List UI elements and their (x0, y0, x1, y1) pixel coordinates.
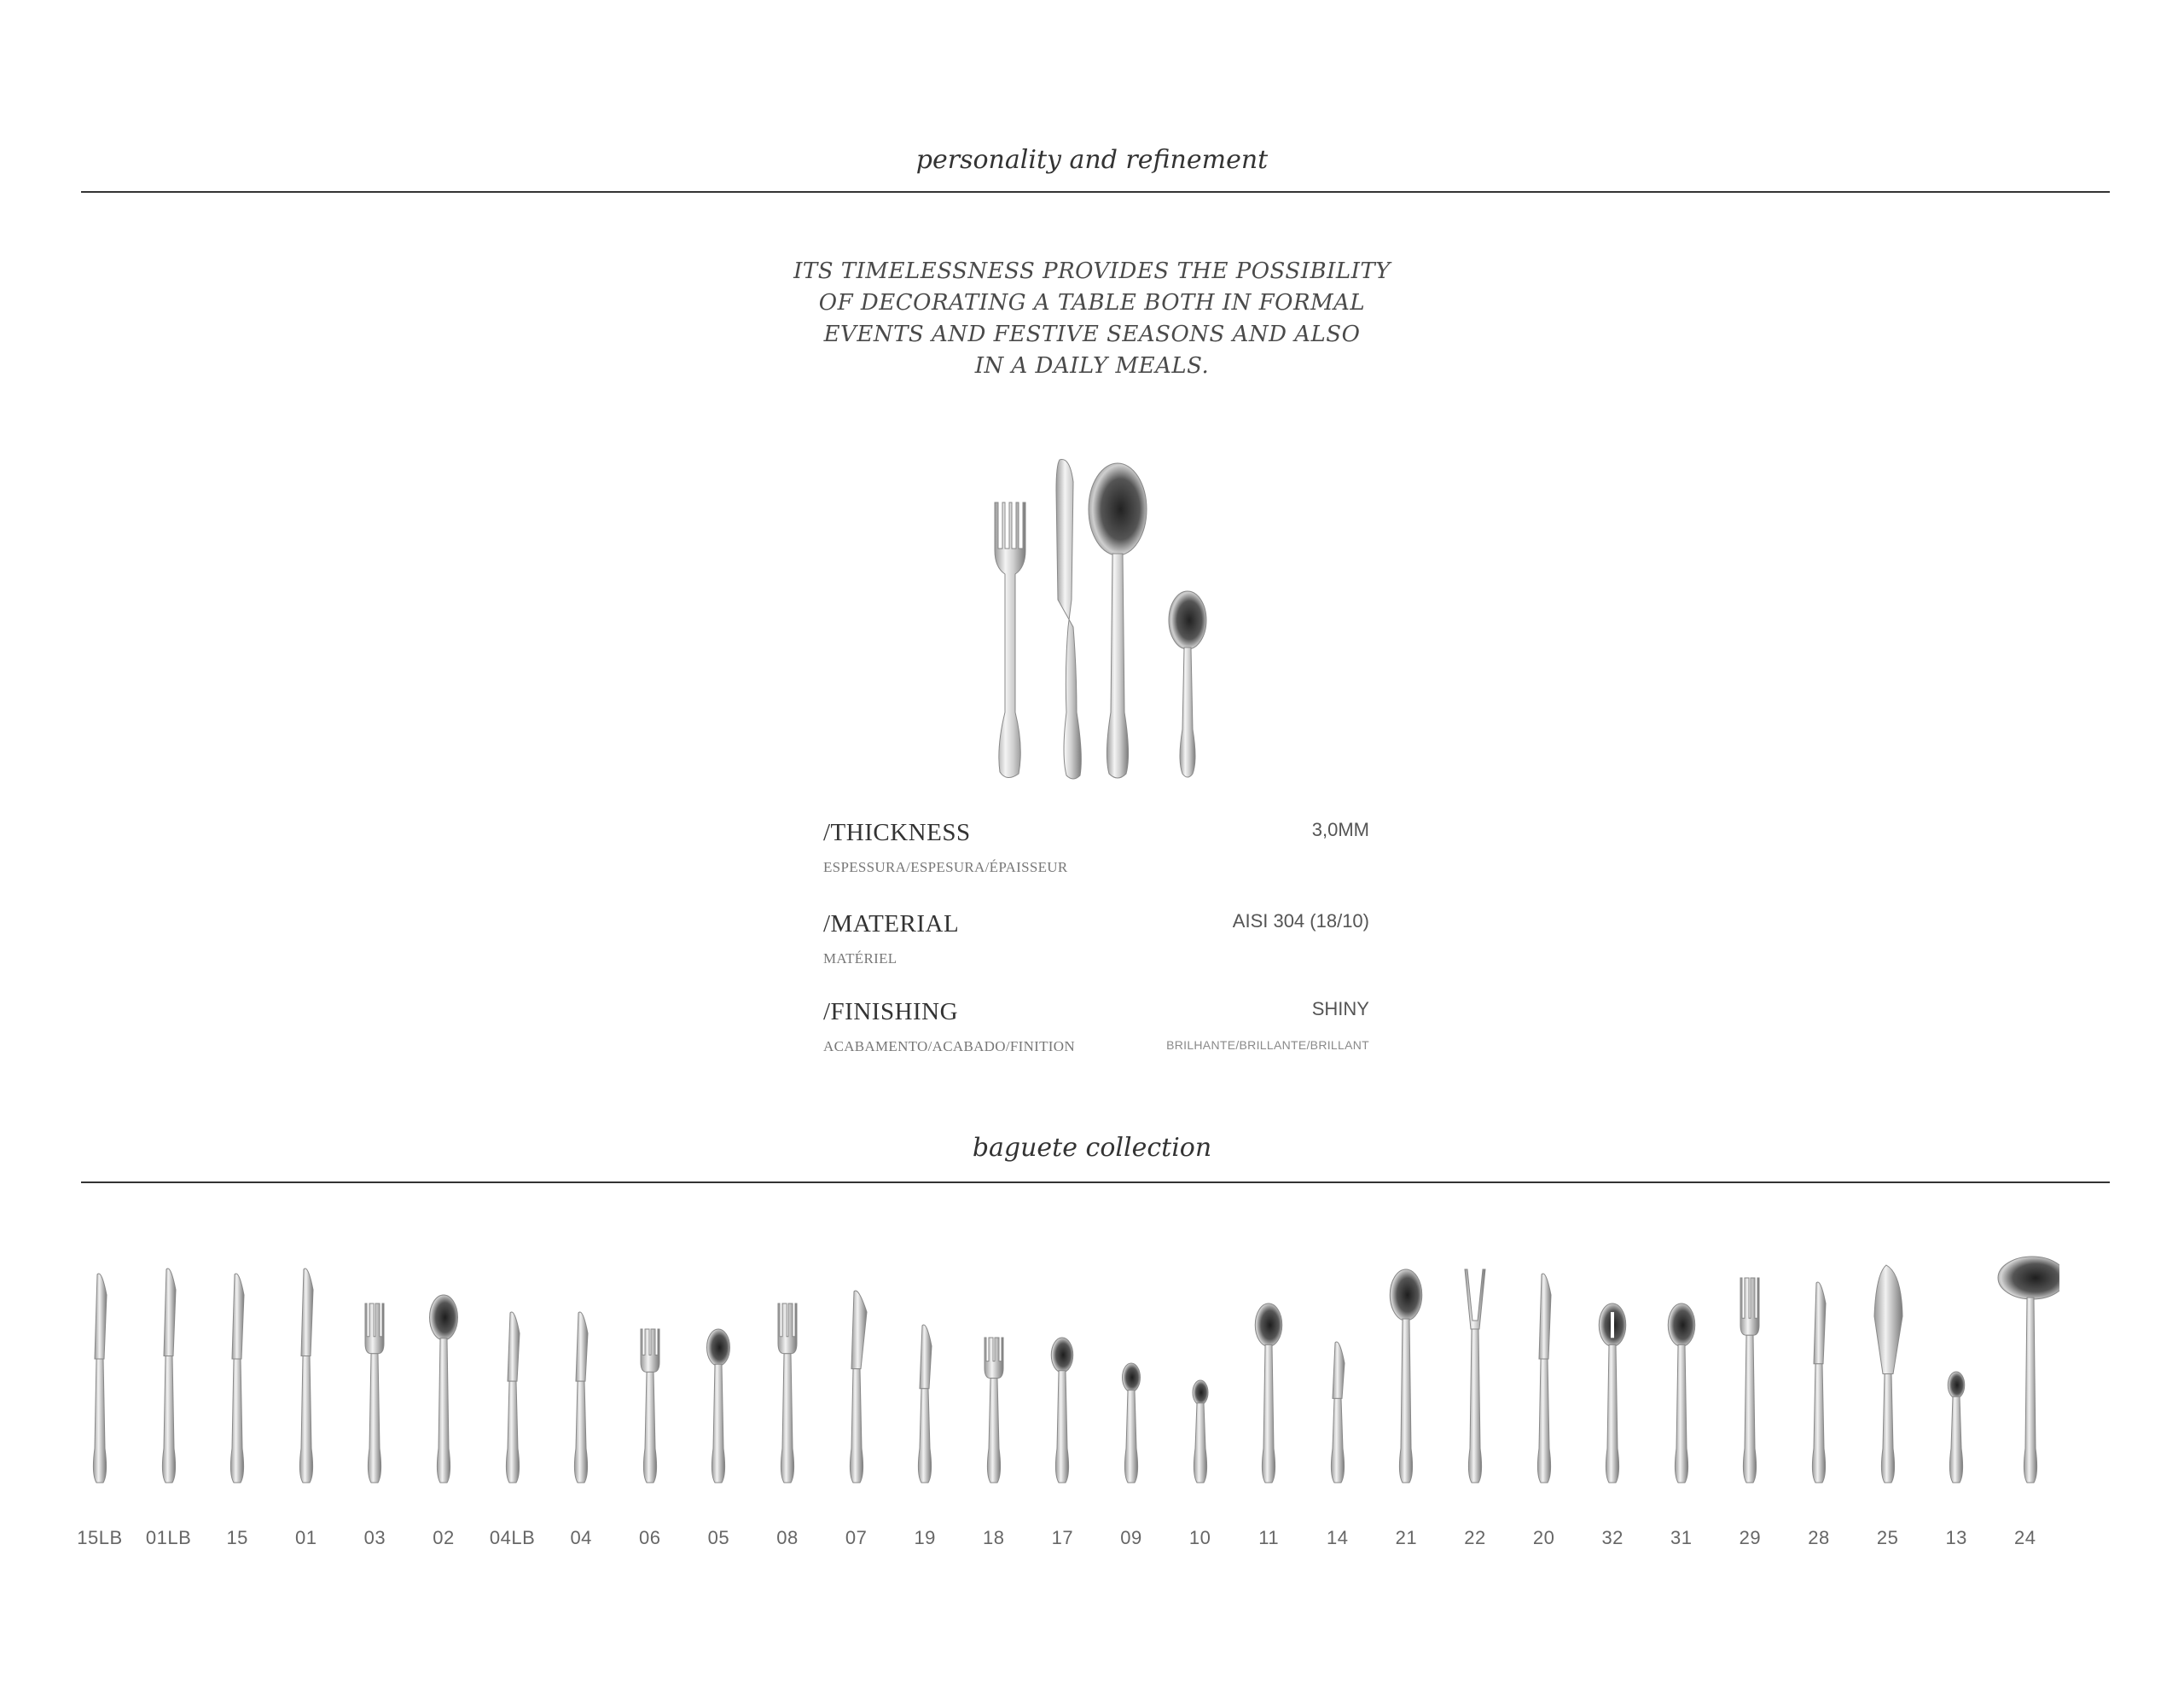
spoon-icon (1647, 1254, 1716, 1501)
collection-item (547, 1254, 615, 1501)
fork-icon (340, 1254, 409, 1501)
spec-label: /THICKNESS (823, 819, 971, 846)
collection-item (1097, 1254, 1165, 1501)
intro-text (751, 256, 1433, 382)
cake-server-icon (1854, 1254, 1922, 1501)
fork-icon (1716, 1254, 1784, 1501)
item-code: 20 (1532, 1527, 1555, 1548)
fork-icon (960, 1254, 1028, 1501)
knife-icon (1510, 1254, 1578, 1501)
collection-item (479, 1254, 547, 1501)
fork-icon (995, 502, 1025, 778)
item-code: 29 (1739, 1527, 1762, 1548)
item-code: 04 (570, 1527, 592, 1548)
item-code: 04LB (489, 1527, 536, 1548)
item-code: 24 (2014, 1527, 2036, 1548)
item-code: 08 (776, 1527, 799, 1548)
spoon-icon (1922, 1254, 1990, 1501)
cutlery-set-image (981, 456, 1220, 785)
spoon-icon (1372, 1254, 1440, 1501)
collection-item (272, 1254, 340, 1501)
spoon-icon (1169, 591, 1206, 777)
slotted-spoon-icon (1578, 1254, 1647, 1501)
item-code: 19 (914, 1527, 936, 1548)
spec-material (823, 910, 1369, 978)
spec-sublabel: ESPESSURA/ESPESURA/ÉPAISSEUR (823, 859, 1068, 875)
collection-item (1166, 1254, 1234, 1501)
spoon-icon (1028, 1254, 1096, 1501)
item-code: 03 (363, 1527, 386, 1548)
collection-item (340, 1254, 409, 1501)
item-code: 28 (1808, 1527, 1830, 1548)
spoon-icon (1089, 463, 1147, 778)
collection-item (203, 1254, 271, 1501)
spec-label: /MATERIAL (823, 910, 960, 938)
fork-icon (753, 1254, 822, 1501)
fish-knife-icon (822, 1254, 891, 1501)
collection-item (822, 1254, 891, 1501)
collection-item (753, 1254, 822, 1501)
knife-icon (272, 1254, 340, 1501)
item-code: 02 (433, 1527, 455, 1548)
carving-fork-icon (1441, 1254, 1509, 1501)
item-code: 01LB (145, 1527, 192, 1548)
item-code: 15 (226, 1527, 248, 1548)
spec-sublabel: ACABAMENTO/ACABADO/FINITION (823, 1038, 1075, 1054)
knife-icon (479, 1254, 547, 1501)
spec-value: SHINY (1311, 998, 1369, 1019)
collection-item (891, 1254, 959, 1501)
spec-sublabel: MATÉRIEL (823, 950, 897, 967)
spec-value: AISI 304 (18/10) (1232, 910, 1369, 932)
item-code: 11 (1258, 1527, 1280, 1548)
spoon-icon (1097, 1254, 1165, 1501)
intro-line: IN A DAILY MEALS. (974, 353, 1210, 379)
item-code: 07 (845, 1527, 868, 1548)
collection-item (1234, 1254, 1303, 1501)
spec-label: /FINISHING (823, 998, 959, 1025)
spoon-icon (410, 1254, 478, 1501)
section-title-personality: personality and refinement (915, 145, 1269, 175)
collection-item (1372, 1254, 1440, 1501)
item-code: 22 (1464, 1527, 1486, 1548)
item-code: 06 (639, 1527, 661, 1548)
item-code: 09 (1120, 1527, 1142, 1548)
knife-icon (203, 1254, 271, 1501)
item-code: 05 (707, 1527, 730, 1548)
spec-finishing (823, 998, 1369, 1066)
knife-icon (66, 1254, 134, 1501)
item-code: 01 (295, 1527, 317, 1548)
collection-item (135, 1254, 203, 1501)
item-code: 13 (1945, 1527, 1967, 1548)
collection-row (85, 1254, 2107, 1501)
spec-value: 3,0MM (1311, 819, 1369, 840)
fork-icon (616, 1254, 684, 1501)
divider-collection (81, 1181, 2110, 1183)
item-code: 14 (1327, 1527, 1349, 1548)
collection-item (1028, 1254, 1096, 1501)
spoon-icon (1234, 1254, 1303, 1501)
item-code: 31 (1670, 1527, 1693, 1548)
ladle-icon (1991, 1254, 2059, 1501)
item-code: 25 (1876, 1527, 1899, 1548)
knife-icon (1056, 460, 1081, 779)
knife-icon (547, 1254, 615, 1501)
divider-top (81, 191, 2110, 193)
collection-item (1785, 1254, 1853, 1501)
intro-line: EVENTS AND FESTIVE SEASONS AND ALSO (823, 322, 1361, 347)
item-code: 17 (1051, 1527, 1074, 1548)
collection-item (1647, 1254, 1716, 1501)
collection-item (1716, 1254, 1784, 1501)
collection-item (1854, 1254, 1922, 1501)
collection-item (1441, 1254, 1509, 1501)
spec-thickness (823, 819, 1369, 887)
collection-item (410, 1254, 478, 1501)
collection-item (684, 1254, 752, 1501)
knife-icon (891, 1254, 959, 1501)
spoon-icon (684, 1254, 752, 1501)
spec-value-sublabel: BRILHANTE/BRILLANTE/BRILLANT (1166, 1038, 1369, 1052)
item-code: 15LB (77, 1527, 123, 1548)
intro-line: OF DECORATING A TABLE BOTH IN FORMAL (818, 290, 1366, 316)
item-code: 21 (1395, 1527, 1418, 1548)
collection-item (1304, 1254, 1372, 1501)
butter-knife-icon (1304, 1254, 1372, 1501)
item-code: 32 (1601, 1527, 1623, 1548)
collection-item (1510, 1254, 1578, 1501)
collection-item (616, 1254, 684, 1501)
collection-item (1991, 1254, 2059, 1501)
intro-line: ITS TIMELESSNESS PROVIDES THE POSSIBILITY (793, 258, 1391, 284)
section-title-collection: baguete collection (972, 1133, 1212, 1163)
collection-item (1922, 1254, 1990, 1501)
collection-item (1578, 1254, 1647, 1501)
knife-icon (135, 1254, 203, 1501)
item-code: 18 (983, 1527, 1005, 1548)
collection-item (960, 1254, 1028, 1501)
collection-item (66, 1254, 134, 1501)
spoon-icon (1166, 1254, 1234, 1501)
knife-icon (1785, 1254, 1853, 1501)
item-code: 10 (1188, 1527, 1211, 1548)
